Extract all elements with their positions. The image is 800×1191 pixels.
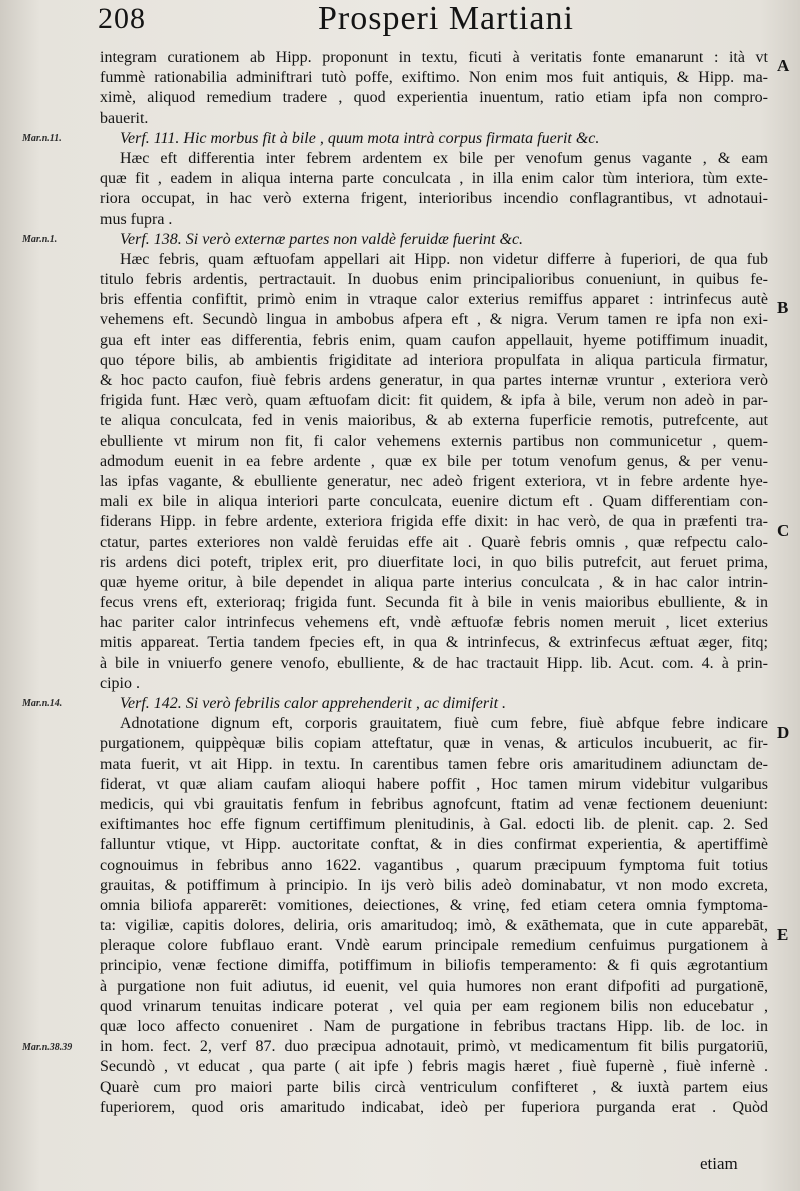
text-line: ris ardens dici poteft, triplex erit, pro diuerfitate loci, in quo bilis putrefcit, aut feruet prima, xyxy=(100,553,768,571)
text-line: Quarè cum pro maiori parte bilis circà ventriculum confifteret , & iuxtà partem eius xyxy=(100,1078,768,1096)
margin-reference: Mar.n.14. xyxy=(22,698,63,710)
section-letter: C xyxy=(777,520,790,540)
text-line: admodum euenit in ea febre ardente , quæ ex bile per totum venofum genus, & per venu- xyxy=(100,452,768,470)
text-line: Secundò , vt educat , qua parte ( ait ipfe ) febris magis hæret , fiuè fupernè , fiuè infernè . xyxy=(100,1058,768,1076)
text-line: Verf. 111. Hic morbus fit à bile , quum mota intrà corpus firmata fuerit &c. xyxy=(120,129,600,147)
text-line: principio, venæ fectione dimiffa, potiffimum in biliofis temperamento: & fi quis ægrotantium xyxy=(100,957,768,975)
text-line: ximè, aliquod remedium tradere , quod experientia inuentum, ratio etiam ipfa non compro- xyxy=(100,89,768,107)
text-line: quod vrinarum tenuitas indicare poterat , vel quia per eam regionem bilis non educebatur , xyxy=(100,997,768,1015)
text-line: falluntur vtique, vt Hipp. auctoritate conftat, & in dies confirmat experientia, & apertiffimè xyxy=(100,836,768,854)
body-text xyxy=(100,48,768,1118)
text-line: vehemens eft. Secundò lingua in ambobus afpera eft , & nigra. Verum tamen re ipfa non exi- xyxy=(100,311,768,329)
text-line: omnia biliofa apparerēt: vomitiones, deiectiones, & vrinę, fed etiam cetera omnia fymptoma- xyxy=(100,896,768,914)
text-line: mitis appareat. Tertia tandem fpecies eft, in qua & intrinfecus, & extrinfecus æftuat æger, fitq; xyxy=(100,634,768,652)
text-line: cognouimus in febribus anno 1622. vagantibus , quarum præcipuum fymptoma fuit totius xyxy=(100,856,768,874)
text-line: integram curationem ab Hipp. proponunt in textu, ficuti à veritatis fonte emanarunt : ità vt xyxy=(100,49,768,66)
section-letter: A xyxy=(777,56,790,75)
text-line: frigida funt. Hæc verò, quam æftuofam dicit: fit quidem, & ipfa à bile, verum non adeò in par- xyxy=(100,392,768,410)
text-line: quæ loco affecto conueniret . Nam de purgatione in febribus tractans Hipp. lib. de loc. in xyxy=(100,1018,768,1035)
margin-reference: Mar.n.1. xyxy=(22,233,58,245)
text-line: à purgatione non fuit adiutus, id euenit, vel quia humores non erant difpofiti ad purgationē, xyxy=(100,977,768,995)
text-line: cipio . xyxy=(100,674,140,692)
text-line: à bile in vniuerfo genere venofo, ebulliente, & de hac tractauit Hipp. lib. Acut. com. 4. à prin- xyxy=(100,654,768,672)
text-line: Adnotatione dignum eft, corporis grauitatem, fiuè cum febre, fiuè abfque febre indicare xyxy=(120,715,768,733)
section-letter: B xyxy=(777,298,789,318)
text-line: fiderat, vt quæ aliam caufam alioqui habere poffit , Hoc tamen mirum videbitur vulgaribus xyxy=(100,775,768,793)
margin-reference: Mar.n.11. xyxy=(22,132,62,144)
text-line: quæ hyeme oritur, à bile dependet in aliqua parte interius conculcata , & in hac calor intrin- xyxy=(100,573,768,591)
text-line: las ipfas vagante, & ebulliente generatur, nec adeò frigent exteriora, vt in febre ardente hye- xyxy=(100,472,768,490)
text-line: fuperiorem, quod oris amaritudo indicabat, ideò per fuperiora purganda erat . Quòd xyxy=(100,1098,768,1116)
page-number: 208 xyxy=(98,2,146,35)
text-line: ctatur, partes exteriores non valdè feruidas effe ait . Quarè febris omnis , quæ refpectu calo- xyxy=(100,533,768,551)
text-line: quo tépore bilis, ab ambientis frigiditate ad interiora propulfata in aliqua particula firmatur, xyxy=(100,351,768,369)
catchword: etiam xyxy=(700,1154,738,1173)
text-line: pleraque colore fubflauo erant. Vndè earum principale remedium cenfuimus purgationem à xyxy=(100,937,768,955)
text-line: hac pariter calor intrinfecus vehemens eft, vndè æftuofæ febris nomen meruit , licet exterius xyxy=(100,614,768,632)
text-line: bris effentia confiftit, primò enim in vtraque calor exterius remiffus apparet : intrinfecus autè xyxy=(100,291,768,309)
text-line: ebulliente vt mirum non fit, fi calor vehemens externis partibus non communicetur , quem- xyxy=(100,432,768,450)
text-line: exiftimantes hoc effe fignum certiffimum plenitudinis, à Gal. edocti lib. de plenit. cap. 2. Sed xyxy=(100,816,768,834)
text-line: ta: vigiliæ, capitis dolores, deliria, oris amaritudoq; imò, & exāthemata, que in cute apparebāt, xyxy=(100,917,768,935)
text-line: Verf. 138. Si verò externæ partes non valdè feruidæ fuerint &c. xyxy=(120,230,524,248)
text-line: quæ fit , eadem in aliqua interna parte conculcata , in illa enim calor tùm interiora, tùm exte- xyxy=(100,170,768,188)
text-line: Verf. 142. Si verò febrilis calor apprehenderit , ac dimiferit . xyxy=(120,695,507,712)
text-line: bauerit. xyxy=(100,109,149,127)
section-letter: D xyxy=(777,722,790,742)
running-title: Prosperi Martiani xyxy=(318,0,574,37)
text-line: mali ex bile in aliqua interiori parte conculcata, euenire dictum eft . Quam differentiam con- xyxy=(100,493,768,511)
section-letter: E xyxy=(777,924,789,944)
text-line: te aliqua conculcata, fed in venis maioribus, & ab externa fuperficie remotis, putrefcente, aut xyxy=(100,412,768,430)
text-line: titulo febris ardentis, pertractauit. In duobus enim principalioribus conueniunt, in quibus fe- xyxy=(100,271,768,289)
text-line: mus fupra . xyxy=(100,210,173,228)
text-line: Hæc eft differentia inter febrem ardentem ex bile per venofum genus vagante , & eam xyxy=(120,149,768,167)
text-line: fecus vrens eft, exterioraq; frigida funt. Secunda fit à bile in venis maioribus ebulliente, & in xyxy=(100,594,768,612)
text-line: grauitas, & potiffimum à principio. In ijs verò bilis adeò dominabatur, vt non modo excreta, xyxy=(100,876,768,894)
text-line: riora occupat, in hac verò externa frigent, interioribus incendio conflagrantibus, vt adnotaui- xyxy=(100,190,768,208)
text-line: & hoc pacto caufon, fiuè febris ardens generatur, in qua partes internæ vruntur , exteriora verò xyxy=(100,372,768,389)
text-line: fummè rationabilia adminiftrari tutò poffe, exiftimo. Non enim mos fuit antiquis, & Hipp. ma- xyxy=(100,69,768,87)
text-line: in hom. fect. 2, verf 87. duo præcipua adnotauit, primò, vt medicamentum fit bilis purgatoriū, xyxy=(100,1038,768,1056)
text-line: Hæc febris, quam æftuofam appellari ait Hipp. non videtur differre à fuperiori, de qua fub xyxy=(120,250,768,268)
text-line: medicis, qui vbi grauitatis fenfum in febribus agnofcunt, ftatim ad venæ fectionem deueniunt: xyxy=(100,795,768,813)
text-line: purgationem, quippèquæ bilis copiam atteftatur, quæ in venas, & articulos incubuerit, ac fir- xyxy=(100,735,768,753)
text-line: mata fuerit, vt ait Hipp. in textu. In carentibus tamen febre oris amaritudinem adiunctam de- xyxy=(100,755,768,773)
text-line: fiderans Hipp. in febre ardente, exteriora frigida effe dixit: in hac verò, de qua in præfenti tra- xyxy=(100,513,768,531)
text-line: gua eft inter eas differentia, febris enim, quam caufon appellauit, hyeme potiffimum inuadit, xyxy=(100,331,768,349)
page-header xyxy=(98,2,758,46)
margin-reference: Mar.n.38.39 xyxy=(22,1041,73,1053)
